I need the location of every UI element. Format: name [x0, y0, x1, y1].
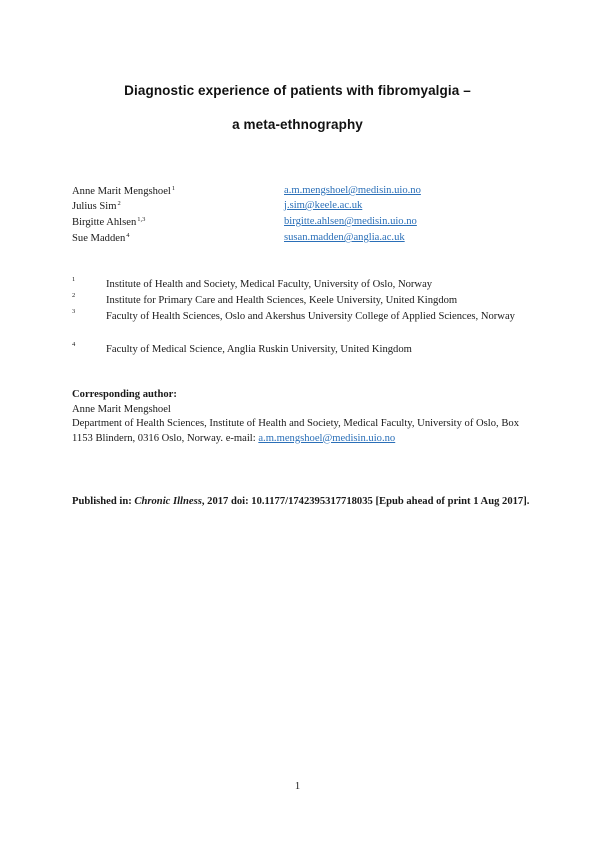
corresponding-email-link[interactable]: a.m.mengshoel@medisin.uio.no — [258, 432, 396, 444]
author-affiliation-mark: 2 — [117, 200, 121, 207]
title-line-1: Diagnostic experience of patients with fibromyalgia – — [124, 83, 471, 98]
corresponding-author-heading: Corresponding author: — [72, 389, 177, 400]
author-row — [72, 216, 532, 230]
affiliation-number: 3 — [72, 308, 76, 315]
affiliation-number: 4 — [72, 341, 76, 348]
author-affiliation-mark: 1,3 — [137, 216, 146, 223]
author-email-link[interactable]: birgitte.ahlsen@medisin.uio.no — [284, 216, 417, 227]
affiliation-number: 2 — [72, 292, 76, 299]
author-name: Birgitte Ahlsen$^{1,3}$ — [72, 216, 146, 228]
author-name: Anne Marit Mengshoel$^1$ — [72, 185, 176, 197]
author-email-link[interactable]: a.m.mengshoel@medisin.uio.no — [284, 185, 421, 196]
author-row — [72, 200, 532, 214]
affiliation-text: Faculty of Medical Science, Anglia Ruskin University, United Kingdom — [106, 344, 412, 355]
corresponding-author-block — [72, 388, 532, 446]
author-name: Julius Sim$^2$ — [72, 200, 121, 212]
author-affiliation-mark: 1 — [171, 185, 176, 192]
affiliation-text: Faculty of Health Sciences, Oslo and Akershus University College of Applied Sciences, Norway — [106, 311, 515, 322]
journal-name: Chronic Illness — [134, 496, 202, 507]
author-email-link[interactable]: susan.madden@anglia.ac.uk — [284, 232, 405, 243]
author-row — [72, 185, 532, 199]
author-email-link[interactable]: j.sim@keele.ac.uk — [284, 200, 363, 211]
author-affiliation-mark: 4 — [126, 232, 130, 239]
page-number: 1 — [294, 781, 301, 792]
author-name: Sue Madden$^4$ — [72, 232, 130, 244]
affiliation-number: 1 — [72, 276, 76, 283]
corresponding-author-name: Anne Marit Mengshoel — [72, 403, 171, 415]
affiliation-text: Institute for Primary Care and Health Sciences, Keele University, United Kingdom — [106, 295, 458, 306]
corresponding-author-address: Department of Health Sciences, Institute of Health and Society, Medical Faculty, University of Oslo, Box 1153 Blindern, 0316 Oslo, Norway. e-mail: a.m.mengshoel@medisin.uio.no — [72, 418, 519, 444]
author-row — [72, 232, 532, 246]
affiliation-text: Institute of Health and Society, Medical Faculty, University of Oslo, Norway — [106, 279, 433, 290]
publication-info: Published in: Chronic Illness, 2017 doi: 10.1177/1742395317718035 [Epub ahead of print 1 Aug 2017]. — [72, 496, 530, 507]
title-line-2: a meta-ethnography — [232, 117, 363, 132]
